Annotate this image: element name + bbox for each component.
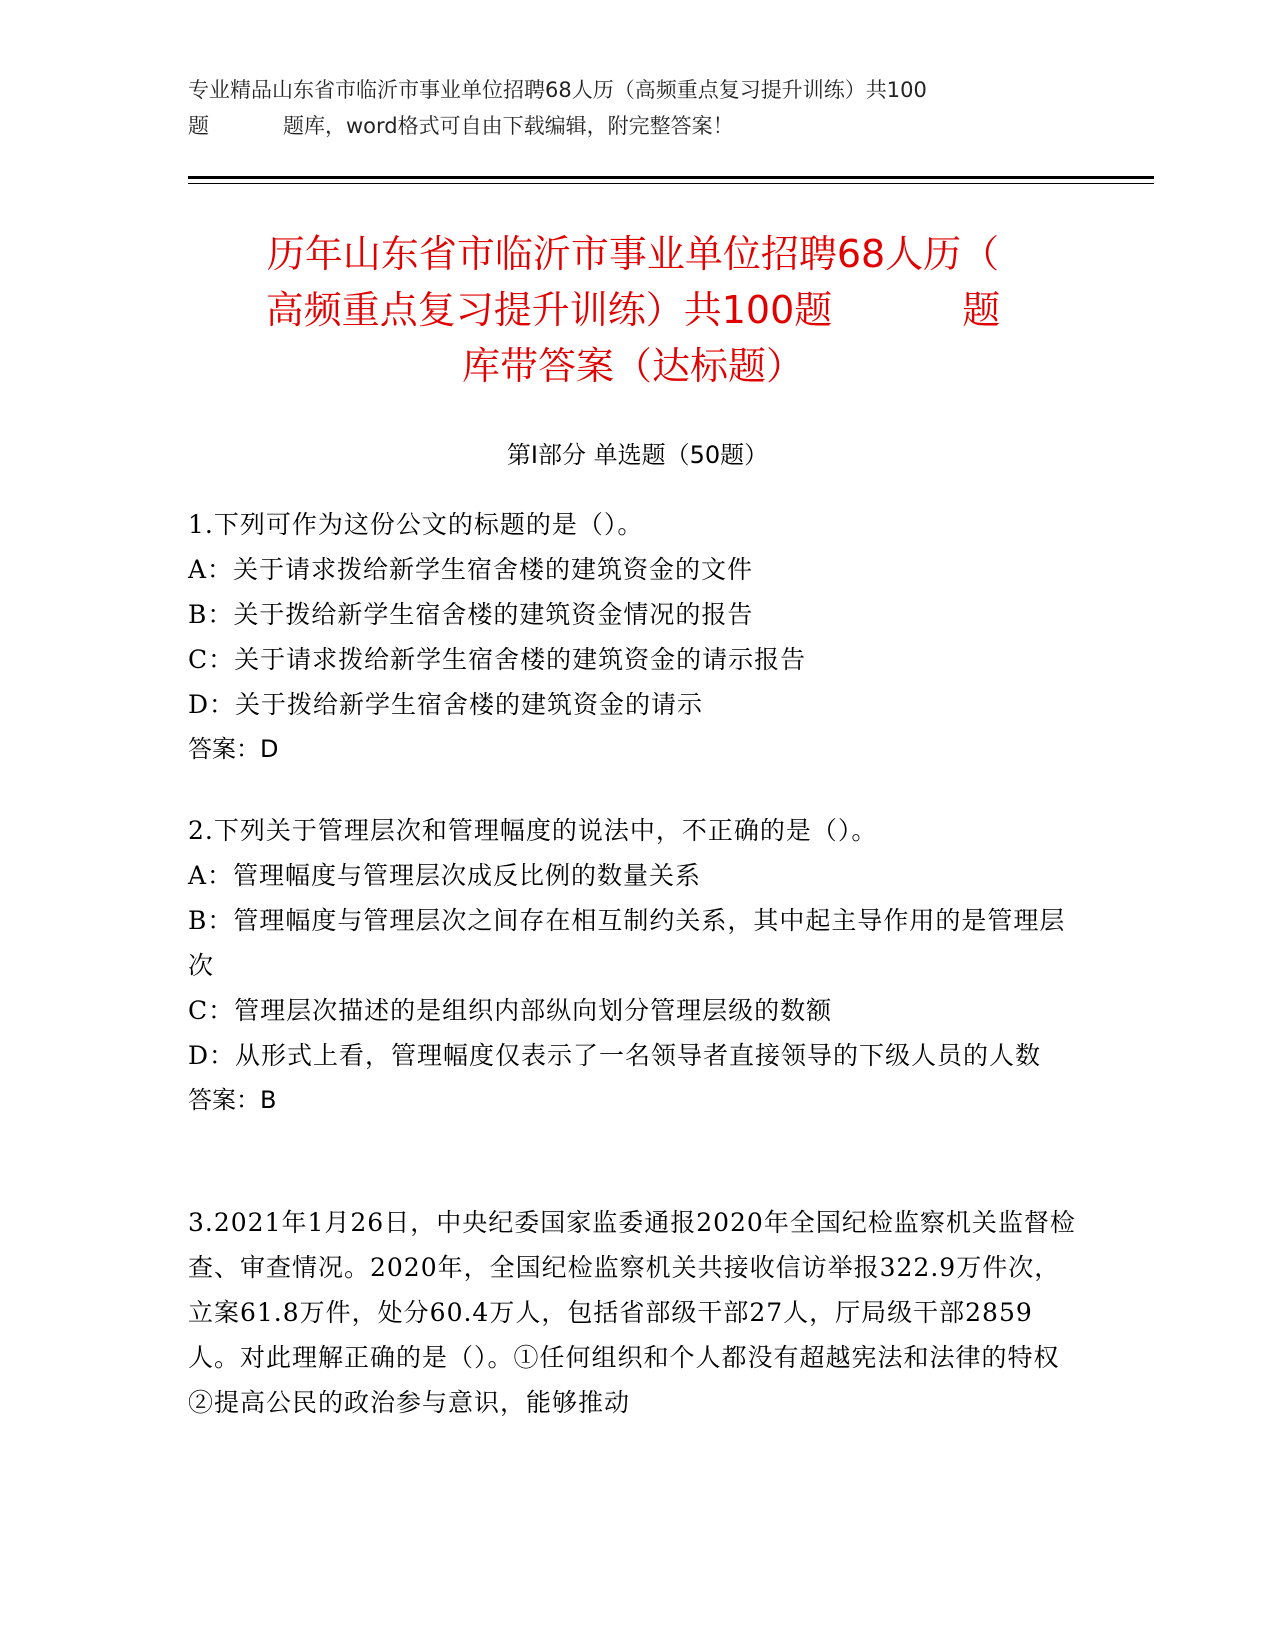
answer-line: 答案：D [188, 735, 279, 763]
page-header [188, 72, 1078, 144]
option-c: C：关于请求拨给新学生宿舍楼的建筑资金的请示报告 [188, 645, 807, 674]
question-3 [188, 1200, 1078, 1425]
option-b: B：管理幅度与管理层次之间存在相互制约关系，其中起主导作用的是管理层次 [188, 906, 1066, 980]
document-title [188, 226, 1078, 394]
option-c: C：管理层次描述的是组织内部纵向划分管理层级的数额 [188, 996, 833, 1025]
question-stem: 3.2021年1月26日，中央纪委国家监委通报2020年全国纪检监察机关监督检查、审查情况。2020年，全国纪检监察机关共接收信访举报322.9万件次，立案61.8万件，处分60.4万人，包括省部级干部27人，厅局级干部2859人。对此理解正确的是（）。①任何组织和个人都没有超越宪法和法律的特权②提高公民的政治参与意识，能够推动 [188, 1208, 1076, 1417]
question-stem: 1.下列可作为这份公文的标题的是（）。 [188, 510, 644, 539]
option-d: D：从形式上看，管理幅度仅表示了一名领导者直接领导的下级人员的人数 [188, 1041, 1042, 1070]
question-1 [188, 502, 1078, 772]
option-a: A：管理幅度与管理层次成反比例的数量关系 [188, 861, 702, 890]
header-line-1: 专业精品山东省市临沂市事业单位招聘68人历（高频重点复习提升训练）共100 [188, 78, 927, 102]
title-line-2 [188, 282, 1078, 338]
title-line-1: 历年山东省市临沂市事业单位招聘68人历（ [266, 232, 1000, 276]
header-divider-thin [188, 183, 1154, 184]
title-line-2-left: 高频重点复习提升训练）共100题 [265, 288, 833, 332]
option-d: D：关于拨给新学生宿舍楼的建筑资金的请示 [188, 690, 704, 719]
question-stem: 2.下列关于管理层次和管理幅度的说法中，不正确的是（）。 [188, 816, 878, 845]
title-line-2-right: 题 [962, 288, 1001, 332]
question-2 [188, 808, 1078, 1123]
header-line-2-right: 题库，word格式可自由下载编辑，附完整答案！ [283, 114, 734, 138]
option-b: B：关于拨给新学生宿舍楼的建筑资金情况的报告 [188, 600, 754, 629]
header-divider-thick [188, 176, 1154, 179]
section-heading: 第Ⅰ部分 单选题（50题） [506, 441, 769, 469]
answer-line: 答案：B [188, 1086, 277, 1114]
title-line-3: 库带答案（达标题） [461, 344, 804, 388]
header-line-2 [188, 108, 1078, 144]
header-line-2-left: 题 [188, 114, 209, 138]
option-a: A：关于请求拨给新学生宿舍楼的建筑资金的文件 [188, 555, 754, 584]
